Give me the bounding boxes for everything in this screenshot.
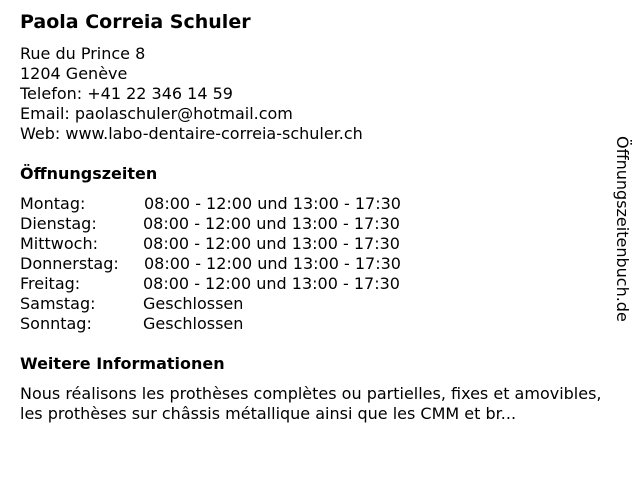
street-address: Rue du Prince 8 [20, 44, 146, 63]
hours-row-tuesday [20, 214, 520, 234]
website: Web: www.labo-dentaire-correia-schuler.ch [20, 124, 363, 143]
hours-time: Geschlossen [143, 314, 244, 333]
contact-block [20, 44, 363, 144]
hours-time: 08:00 - 12:00 und 13:00 - 17:30 [144, 194, 401, 213]
hours-day: Samstag: [20, 294, 96, 313]
hours-day: Freitag: [20, 274, 81, 293]
hours-day: Montag: [20, 194, 86, 213]
hours-time: 08:00 - 12:00 und 13:00 - 17:30 [143, 214, 400, 233]
hours-row-sunday [20, 314, 520, 334]
more-info-heading: Weitere Informationen [20, 354, 225, 373]
hours-time: 08:00 - 12:00 und 13:00 - 17:30 [143, 274, 400, 293]
hours-time: 08:00 - 12:00 und 13:00 - 17:30 [143, 234, 400, 253]
hours-day: Mittwoch: [20, 234, 98, 253]
hours-row-thursday [20, 254, 520, 274]
hours-day: Sonntag: [20, 314, 92, 333]
business-description: Nous réalisons les prothèses complètes ou partielles, fixes et amovibles, les prothèses sur châssis métallique ainsi que les CMM et br... [20, 384, 602, 423]
brand-vertical-label: Öffnungszeitenbuch.de [613, 136, 632, 322]
hours-row-wednesday [20, 234, 520, 254]
hours-row-saturday [20, 294, 520, 314]
hours-day: Dienstag: [20, 214, 97, 233]
hours-time: Geschlossen [143, 294, 244, 313]
hours-day: Donnerstag: [20, 254, 119, 273]
email-address: Email: paolaschuler@hotmail.com [20, 104, 293, 123]
city-address: 1204 Genève [20, 64, 128, 83]
hours-row-friday [20, 274, 520, 294]
hours-row-monday [20, 194, 520, 214]
opening-hours-table [20, 194, 520, 334]
hours-time: 08:00 - 12:00 und 13:00 - 17:30 [144, 254, 401, 273]
opening-hours-heading: Öffnungszeiten [20, 164, 158, 183]
phone-number: Telefon: +41 22 346 14 59 [20, 84, 233, 103]
business-name: Paola Correia Schuler [20, 11, 251, 33]
